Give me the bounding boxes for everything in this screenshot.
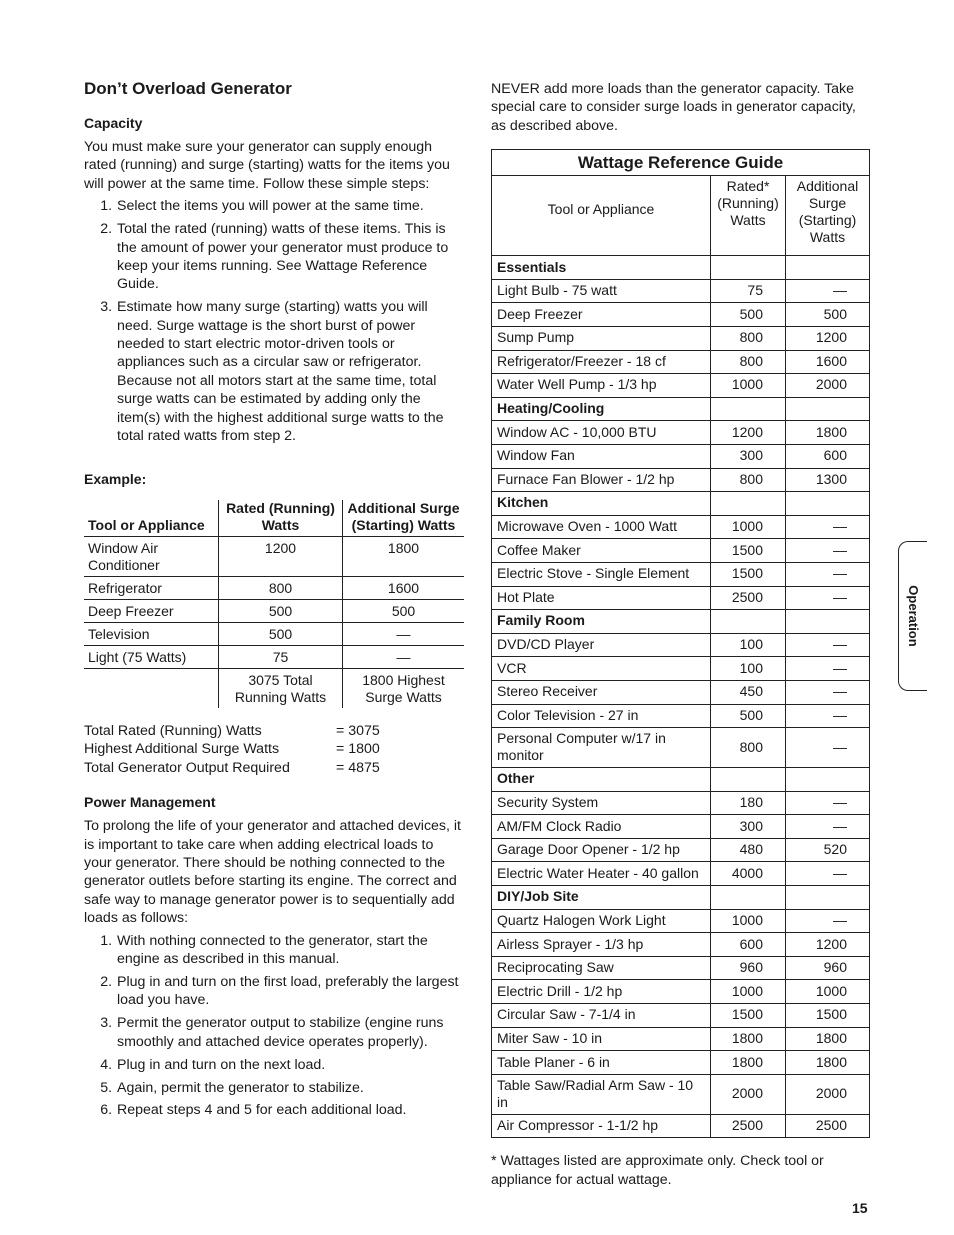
table-cell: Television xyxy=(84,623,219,646)
table-row xyxy=(492,1004,870,1028)
list-item: 5. Again, permit the generator to stabilize. xyxy=(116,1079,464,1097)
list-item: 6. Repeat steps 4 and 5 for each additional load. xyxy=(116,1101,464,1119)
surge-watts: 1800 xyxy=(786,1027,870,1051)
table-cell: Light (75 Watts) xyxy=(84,646,219,669)
category-row xyxy=(492,256,870,280)
table-row xyxy=(492,862,870,886)
category-name: Kitchen xyxy=(492,492,711,516)
table-header-row xyxy=(84,500,464,537)
table-row xyxy=(492,909,870,933)
appliance-name: Air Compressor - 1-1/2 hp xyxy=(492,1114,711,1138)
rated-watts: 480 xyxy=(711,838,786,862)
appliance-name: Furnace Fan Blower - 1/2 hp xyxy=(492,468,711,492)
table-row xyxy=(492,815,870,839)
list-item: 3. Permit the generator output to stabilize (engine runs smoothly and attached device operates properly). xyxy=(116,1014,464,1051)
appliance-name: Water Well Pump - 1/3 hp xyxy=(492,374,711,398)
column-header: Rated* (Running) Watts xyxy=(711,176,786,256)
table-row xyxy=(84,623,464,646)
table-row xyxy=(492,1027,870,1051)
total-value: = 1800 xyxy=(336,741,380,758)
table-row xyxy=(492,468,870,492)
rated-watts: 500 xyxy=(711,704,786,728)
appliance-name: Garage Door Opener - 1/2 hp xyxy=(492,838,711,862)
table-row xyxy=(84,646,464,669)
table-cell xyxy=(786,768,870,792)
appliance-name: Electric Stove - Single Element xyxy=(492,562,711,586)
table-cell: 1800 xyxy=(343,537,465,577)
table-row xyxy=(492,327,870,351)
capacity-heading: Capacity xyxy=(84,115,143,131)
appliance-name: Table Saw/Radial Arm Saw - 10 in xyxy=(492,1074,711,1114)
category-name: DIY/Job Site xyxy=(492,886,711,910)
capacity-intro: You must make sure your generator can supply enough rated (running) and surge (starting) watts for the items you will power at the same time. Follow these simple steps: xyxy=(84,139,450,192)
surge-watts: 1200 xyxy=(786,933,870,957)
total-value: = 3075 xyxy=(336,723,380,739)
table-row xyxy=(492,657,870,681)
surge-watts: — xyxy=(786,728,870,768)
table-header-row xyxy=(492,176,870,256)
rated-watts: 2500 xyxy=(711,1114,786,1138)
table-row xyxy=(492,838,870,862)
surge-watts: 1500 xyxy=(786,1004,870,1028)
surge-watts: 2000 xyxy=(786,1074,870,1114)
total-line xyxy=(84,740,464,758)
table-cell: 1800 Highest Surge Watts xyxy=(343,669,465,709)
surge-watts: — xyxy=(786,791,870,815)
category-row xyxy=(492,397,870,421)
appliance-name: Table Planer - 6 in xyxy=(492,1051,711,1075)
table-cell xyxy=(84,669,219,709)
table-cell xyxy=(786,397,870,421)
table-cell xyxy=(786,492,870,516)
appliance-name: Sump Pump xyxy=(492,327,711,351)
rated-watts: 180 xyxy=(711,791,786,815)
appliance-name: Microwave Oven - 1000 Watt xyxy=(492,515,711,539)
appliance-name: Electric Drill - 1/2 hp xyxy=(492,980,711,1004)
example-heading: Example: xyxy=(84,471,147,487)
rated-watts: 450 xyxy=(711,680,786,704)
appliance-name: Window Fan xyxy=(492,444,711,468)
rated-watts: 100 xyxy=(711,657,786,681)
wattage-reference-table xyxy=(491,149,870,1138)
table-cell xyxy=(786,610,870,634)
table-cell: Deep Freezer xyxy=(84,600,219,623)
rated-watts: 4000 xyxy=(711,862,786,886)
table-cell: 1600 xyxy=(343,577,465,600)
surge-watts: — xyxy=(786,539,870,563)
table-cell: 75 xyxy=(219,646,343,669)
table-row xyxy=(492,1114,870,1138)
table-row xyxy=(492,421,870,445)
rated-watts: 1800 xyxy=(711,1051,786,1075)
category-row xyxy=(492,492,870,516)
table-row xyxy=(492,1051,870,1075)
rated-watts: 100 xyxy=(711,633,786,657)
table-row xyxy=(492,956,870,980)
appliance-name: Coffee Maker xyxy=(492,539,711,563)
surge-watts: — xyxy=(786,704,870,728)
table-cell: — xyxy=(343,623,465,646)
table-cell xyxy=(711,886,786,910)
appliance-name: AM/FM Clock Radio xyxy=(492,815,711,839)
table-row xyxy=(84,577,464,600)
table-row xyxy=(84,537,464,577)
table-row xyxy=(492,680,870,704)
category-name: Heating/Cooling xyxy=(492,397,711,421)
total-value: = 4875 xyxy=(336,759,380,776)
rated-watts: 600 xyxy=(711,933,786,957)
capacity-steps xyxy=(84,197,464,445)
surge-watts: — xyxy=(786,633,870,657)
category-row xyxy=(492,768,870,792)
list-item: 1. With nothing connected to the generator, start the engine as described in this manual. xyxy=(116,932,464,969)
column-header: Additional Surge (Starting) Watts xyxy=(343,500,465,537)
table-row xyxy=(492,980,870,1004)
list-item: 4. Plug in and turn on the next load. xyxy=(116,1056,464,1074)
rated-watts: 500 xyxy=(711,303,786,327)
table-cell: 500 xyxy=(343,600,465,623)
surge-watts: — xyxy=(786,586,870,610)
rated-watts: 800 xyxy=(711,350,786,374)
appliance-name: Miter Saw - 10 in xyxy=(492,1027,711,1051)
appliance-name: Stereo Receiver xyxy=(492,680,711,704)
surge-watts: 1000 xyxy=(786,980,870,1004)
side-tab-label: Operation xyxy=(906,585,922,647)
table-total-row xyxy=(84,669,464,709)
table-cell: 500 xyxy=(219,623,343,646)
surge-watts: — xyxy=(786,815,870,839)
table-row xyxy=(492,728,870,768)
table-row xyxy=(492,633,870,657)
table-row xyxy=(492,562,870,586)
category-name: Essentials xyxy=(492,256,711,280)
total-line xyxy=(84,722,464,740)
table-row xyxy=(492,444,870,468)
table-cell xyxy=(786,886,870,910)
list-item: 1. Select the items you will power at the same time. xyxy=(116,197,464,215)
rated-watts: 1000 xyxy=(711,374,786,398)
table-cell: Refrigerator xyxy=(84,577,219,600)
left-column xyxy=(84,78,464,1124)
total-label: Total Generator Output Required xyxy=(84,759,290,776)
table-cell xyxy=(711,256,786,280)
power-steps xyxy=(84,932,464,1120)
appliance-name: Security System xyxy=(492,791,711,815)
appliance-name: Window AC - 10,000 BTU xyxy=(492,421,711,445)
surge-watts: — xyxy=(786,515,870,539)
column-header: Rated (Running) Watts xyxy=(219,500,343,537)
table-cell xyxy=(711,492,786,516)
appliance-name: Airless Sprayer - 1/3 hp xyxy=(492,933,711,957)
rated-watts: 960 xyxy=(711,956,786,980)
table-cell: 3075 Total Running Watts xyxy=(219,669,343,709)
side-tab xyxy=(898,541,927,691)
table-cell: 1200 xyxy=(219,537,343,577)
section-heading: Don’t Overload Generator xyxy=(84,79,292,98)
surge-watts: 2500 xyxy=(786,1114,870,1138)
table-cell xyxy=(786,256,870,280)
rated-watts: 300 xyxy=(711,815,786,839)
appliance-name: Electric Water Heater - 40 gallon xyxy=(492,862,711,886)
table-cell: — xyxy=(343,646,465,669)
surge-watts: 1800 xyxy=(786,421,870,445)
category-row xyxy=(492,886,870,910)
total-label: Highest Additional Surge Watts xyxy=(84,741,280,758)
table-title-row xyxy=(492,150,870,176)
rated-watts: 75 xyxy=(711,279,786,303)
table-cell: 800 xyxy=(219,577,343,600)
rated-watts: 800 xyxy=(711,728,786,768)
example-table xyxy=(84,500,464,708)
surge-watts: — xyxy=(786,279,870,303)
surge-watts: 960 xyxy=(786,956,870,980)
appliance-name: Personal Computer w/17 in monitor xyxy=(492,728,711,768)
table-row xyxy=(492,539,870,563)
table-row xyxy=(84,600,464,623)
rated-watts: 1800 xyxy=(711,1027,786,1051)
right-column xyxy=(491,80,871,1189)
rated-watts: 1000 xyxy=(711,980,786,1004)
table-row xyxy=(492,350,870,374)
appliance-name: DVD/CD Player xyxy=(492,633,711,657)
rated-watts: 1500 xyxy=(711,562,786,586)
rated-watts: 2000 xyxy=(711,1074,786,1114)
table-cell xyxy=(711,768,786,792)
surge-watts: — xyxy=(786,862,870,886)
rated-watts: 800 xyxy=(711,468,786,492)
appliance-name: Color Television - 27 in xyxy=(492,704,711,728)
rated-watts: 2500 xyxy=(711,586,786,610)
rated-watts: 1000 xyxy=(711,515,786,539)
power-heading: Power Management xyxy=(84,794,216,811)
rated-watts: 1500 xyxy=(711,1004,786,1028)
column-header: Tool or Appliance xyxy=(84,500,219,537)
category-row xyxy=(492,610,870,634)
example-totals xyxy=(84,722,464,777)
surge-watts: — xyxy=(786,680,870,704)
appliance-name: Light Bulb - 75 watt xyxy=(492,279,711,303)
appliance-name: Hot Plate xyxy=(492,586,711,610)
list-item: 3. Estimate how many surge (starting) watts you will need. Surge wattage is the short burst of power needed to start electric motor-driven tools or appliances such as a circular saw or refrigerator. Because not all motors start at the same time, total surge watts can be estimated by adding only the item(s) with the highest additional surge watts to the total rated watts from step 2. xyxy=(116,298,464,445)
table-row xyxy=(492,303,870,327)
footnote: * Wattages listed are approximate only. Check tool or appliance for actual wattage. xyxy=(491,1153,824,1188)
appliance-name: Deep Freezer xyxy=(492,303,711,327)
surge-watts: — xyxy=(786,657,870,681)
surge-watts: 500 xyxy=(786,303,870,327)
rated-watts: 1500 xyxy=(711,539,786,563)
page-number: 15 xyxy=(852,1200,868,1216)
category-name: Other xyxy=(492,768,711,792)
table-cell xyxy=(711,610,786,634)
category-name: Family Room xyxy=(492,610,711,634)
column-header: Additional Surge (Starting) Watts xyxy=(786,176,870,256)
table-row xyxy=(492,791,870,815)
appliance-name: Refrigerator/Freezer - 18 cf xyxy=(492,350,711,374)
table-title: Wattage Reference Guide xyxy=(492,150,870,176)
table-row xyxy=(492,933,870,957)
surge-watts: 1800 xyxy=(786,1051,870,1075)
surge-watts: 2000 xyxy=(786,374,870,398)
total-label: Total Rated (Running) Watts xyxy=(84,723,262,739)
list-item: 2. Total the rated (running) watts of these items. This is the amount of power your generator must produce to keep your items running. See Wattage Reference Guide. xyxy=(116,220,464,294)
surge-watts: 1300 xyxy=(786,468,870,492)
surge-watts: 1200 xyxy=(786,327,870,351)
surge-watts: 600 xyxy=(786,444,870,468)
table-row xyxy=(492,515,870,539)
table-row xyxy=(492,374,870,398)
surge-watts: 520 xyxy=(786,838,870,862)
table-row xyxy=(492,279,870,303)
surge-watts: 1600 xyxy=(786,350,870,374)
total-line xyxy=(84,759,464,777)
overload-warning: NEVER add more loads than the generator capacity. Take special care to consider surge loads in generator capacity, as described above. xyxy=(491,81,856,134)
table-cell: Window Air Conditioner xyxy=(84,537,219,577)
rated-watts: 800 xyxy=(711,327,786,351)
column-header: Tool or Appliance xyxy=(492,176,711,256)
power-intro: To prolong the life of your generator and attached devices, it is important to take care when adding electrical loads to your generator. There should be nothing connected to the generator outlets before starting its engine. The correct and safe way to manage generator power is to sequentially add loads as follows: xyxy=(84,818,461,927)
surge-watts: — xyxy=(786,909,870,933)
appliance-name: Quartz Halogen Work Light xyxy=(492,909,711,933)
table-row xyxy=(492,586,870,610)
rated-watts: 300 xyxy=(711,444,786,468)
table-cell xyxy=(711,397,786,421)
appliance-name: Reciprocating Saw xyxy=(492,956,711,980)
table-cell: 500 xyxy=(219,600,343,623)
surge-watts: — xyxy=(786,562,870,586)
appliance-name: VCR xyxy=(492,657,711,681)
rated-watts: 1200 xyxy=(711,421,786,445)
rated-watts: 1000 xyxy=(711,909,786,933)
table-row xyxy=(492,1074,870,1114)
list-item: 2. Plug in and turn on the first load, preferably the largest load you have. xyxy=(116,973,464,1010)
table-row xyxy=(492,704,870,728)
appliance-name: Circular Saw - 7-1/4 in xyxy=(492,1004,711,1028)
